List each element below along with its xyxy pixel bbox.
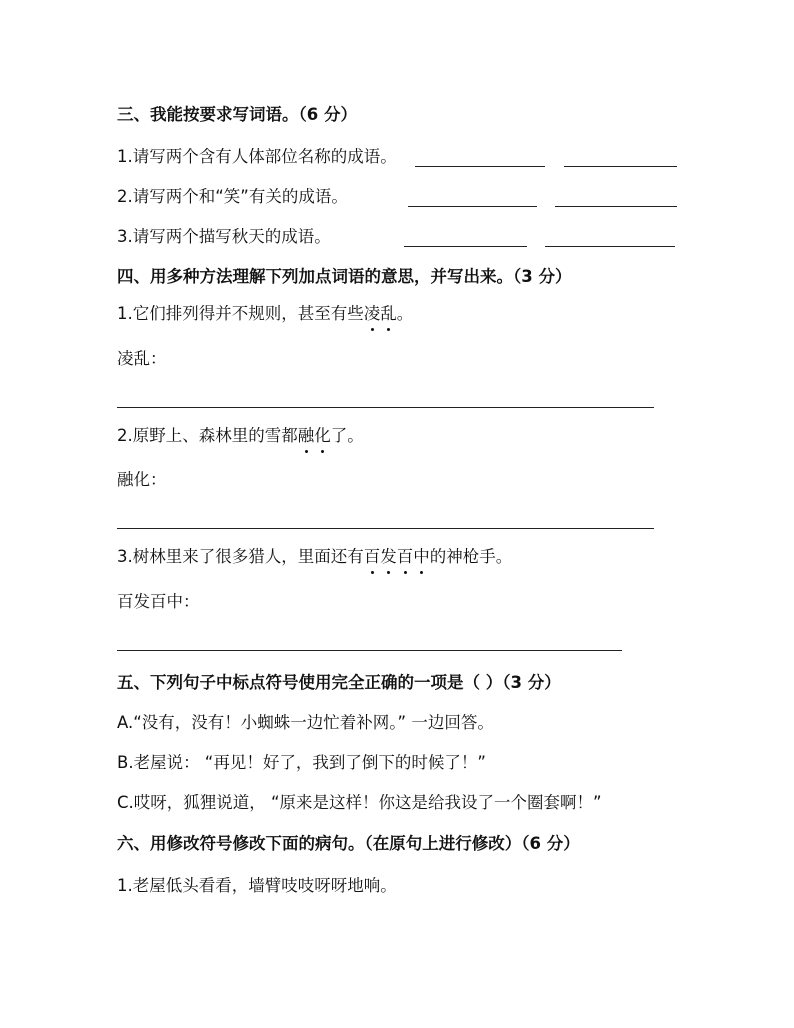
option-a: A.“没有，没有！小蜘蛛一边忙着补网。” 一边回答。: [117, 713, 494, 732]
emphasized-char: 化: [314, 426, 331, 445]
answer-blank[interactable]: [404, 246, 527, 247]
sentence-text: 3.树林里来了很多猎人，里面还有: [117, 547, 364, 566]
answer-blank[interactable]: [564, 166, 677, 167]
answer-blank[interactable]: [545, 246, 675, 247]
emphasized-char: 中: [413, 547, 430, 566]
answer-label: 凌乱：: [117, 349, 167, 368]
option-b: B.老屋说： “再见！好了，我到了倒下的时候了！”: [117, 753, 486, 772]
sentence-text: 的神枪手。: [429, 547, 513, 566]
sentence-text: 。: [396, 304, 414, 323]
section3-question-2: 2.请写两个和“笑”有关的成语。: [117, 187, 348, 206]
answer-blank[interactable]: [408, 206, 537, 207]
section4-heading: 四、用多种方法理解下列加点词语的意思，并写出来。（3 分）: [117, 267, 572, 286]
emphasized-char: 融: [297, 426, 315, 445]
section6-heading: 六、用修改符号修改下面的病句。（在原句上进行修改）（6 分）: [117, 834, 580, 853]
section3-question-1: 1.请写两个含有人体部位名称的成语。: [117, 147, 397, 166]
sentence-text: 了。: [330, 426, 364, 445]
section3-heading: 三、我能按要求写词语。（6 分）: [117, 105, 357, 124]
emphasized-char: 发: [380, 547, 397, 566]
option-c: C.哎呀，狐狸说道， “原来是这样！你这是给我设了一个圈套啊！”: [117, 793, 602, 812]
section4-question-2: [117, 425, 364, 447]
emphasized-char: 凌: [363, 304, 381, 323]
section4-question-3: [117, 546, 512, 568]
sentence-text: 1.它们排列得并不规则，甚至有些: [117, 304, 364, 323]
section6-question-1: 1.老屋低头看看，墙臂吱吱呀呀地响。: [117, 876, 397, 895]
answer-label: 融化：: [117, 470, 167, 489]
answer-line[interactable]: [117, 407, 654, 408]
section5-heading: 五、下列句子中标点符号使用完全正确的一项是（ ）（3 分）: [117, 673, 561, 692]
section4-question-1: [117, 303, 413, 325]
emphasized-char: 乱: [380, 304, 397, 323]
answer-label: 百发百中：: [117, 592, 200, 611]
answer-line[interactable]: [117, 650, 622, 651]
answer-blank[interactable]: [555, 206, 677, 207]
answer-line[interactable]: [117, 528, 654, 529]
emphasized-char: 百: [396, 547, 414, 566]
answer-blank[interactable]: [415, 166, 545, 167]
sentence-text: 2.原野上、森林里的雪都: [117, 426, 298, 445]
emphasized-char: 百: [363, 547, 381, 566]
section3-question-3: 3.请写两个描写秋天的成语。: [117, 227, 331, 246]
